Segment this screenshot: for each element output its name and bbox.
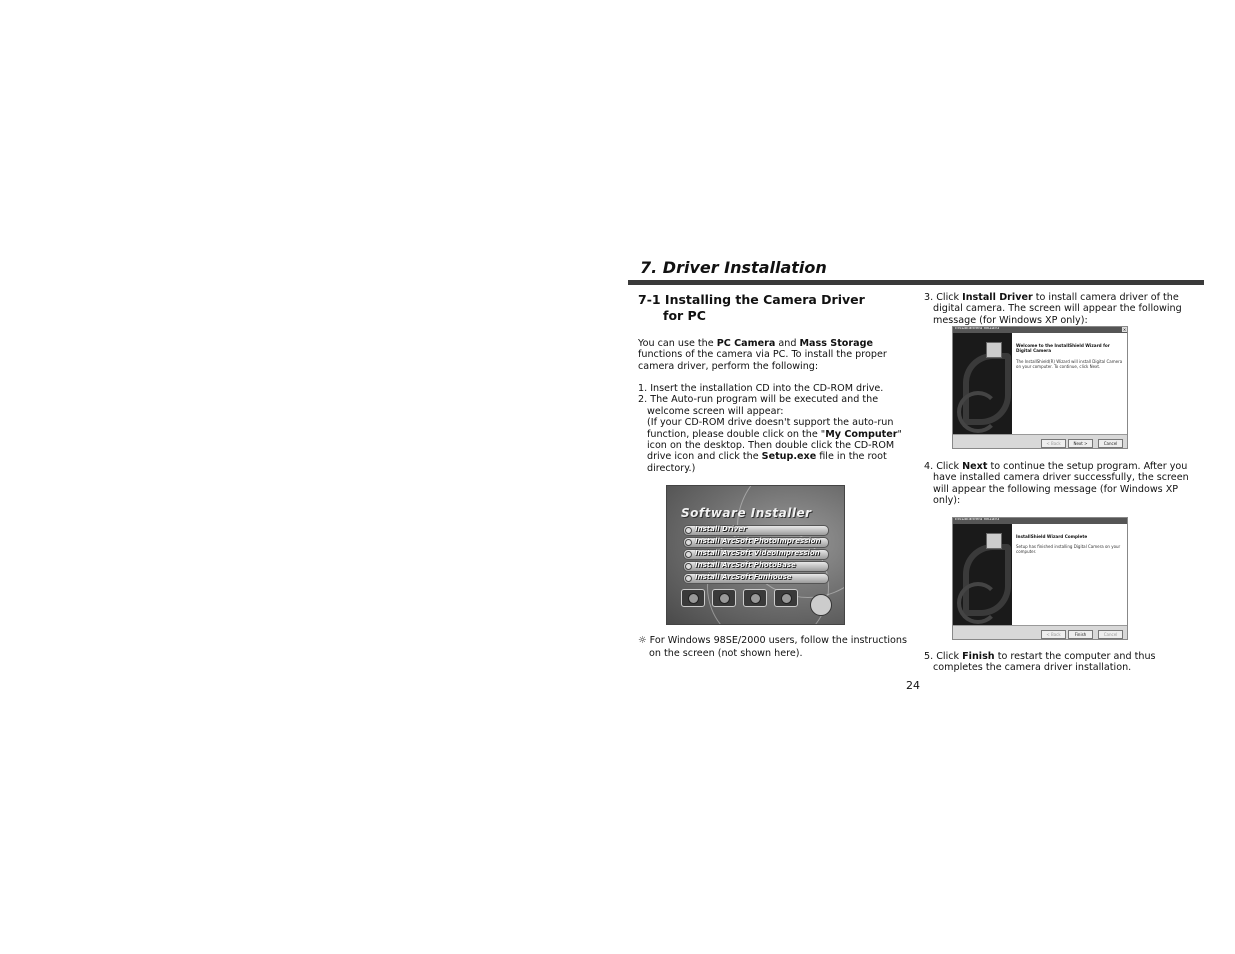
installshield-welcome-screenshot [952, 326, 1128, 449]
wizard-title: InstallShield Wizard [955, 326, 1000, 331]
step-5-text: 5. Click [924, 651, 963, 662]
button-label: Install ArcSoft Funhouse [695, 573, 792, 581]
step-5-text: completes the camera driver installation. [933, 662, 1132, 674]
step-2-text [638, 429, 903, 440]
wizard-content [1012, 524, 1128, 625]
step-3-text: 3. Click [924, 292, 963, 303]
intro-text: camera driver, perform the following: [638, 360, 819, 372]
finish-term: Finish [962, 651, 995, 662]
step-3 [924, 292, 1189, 326]
intro-paragraph [638, 338, 903, 372]
install-photoimpression-button[interactable] [683, 537, 829, 548]
steps-list-left [638, 383, 903, 474]
software-installer-screenshot [666, 485, 845, 625]
wizard-heading: Welcome to the InstallShield Wizard for Digital Camera [1016, 343, 1110, 353]
step-3-text: message (for Windows XP only): [933, 314, 1088, 326]
wizard-body: The InstallShield(R) Wizard will install Digital Camera on your computer. To continue, click Next. [1016, 359, 1123, 369]
installer-box-icon [986, 533, 1002, 549]
wizard-graphic-arc [957, 391, 999, 433]
wizard-side-graphic [953, 524, 1012, 625]
mass-storage-term: Mass Storage [799, 338, 873, 349]
step-4-text: 4. Click [924, 461, 963, 472]
step-3-text: to install camera driver of the [1032, 292, 1179, 303]
section-title-line1: 7-1 Installing the Camera Driver [638, 292, 865, 307]
intro-text: You can use the [638, 338, 717, 349]
bullet-icon [685, 575, 692, 582]
step-4-text: will appear the following message (for Windows XP [933, 483, 1179, 495]
step-2-text [638, 451, 903, 462]
step-2-text: welcome screen will appear: [647, 405, 784, 417]
cancel-button[interactable]: Cancel [1098, 439, 1123, 448]
wizard-content [1012, 333, 1128, 434]
finish-button[interactable]: Finish [1068, 630, 1093, 639]
install-funhouse-button[interactable] [683, 573, 829, 584]
intro-text: functions of the camera via PC. To install the proper [638, 349, 887, 361]
intro-text: and [775, 338, 800, 349]
cancel-button[interactable]: Cancel [1098, 630, 1123, 639]
step-5 [924, 651, 1189, 674]
back-button[interactable]: < Back [1041, 439, 1066, 448]
camera-icon [681, 589, 705, 607]
step-2-text: (If your CD-ROM drive doesn't support the auto-run [647, 417, 894, 429]
step-2-text: function, please double click on the " [647, 428, 826, 440]
page-number: 24 [906, 679, 920, 692]
section-title [638, 292, 898, 324]
pc-camera-term: PC Camera [716, 338, 776, 349]
step-4-text: only): [933, 495, 961, 507]
step-1: 1. Insert the installation CD into the CD-ROM drive. [638, 383, 884, 394]
wizard-side-graphic [953, 333, 1012, 434]
wizard-body: Setup has finished installing Digital Camera on your computer. [1016, 544, 1121, 554]
step-2-text: icon on the desktop. Then double click the CD-ROM [647, 440, 895, 452]
title-rule [628, 280, 1204, 285]
bullet-icon [685, 527, 692, 534]
step-2-text: file in the root [816, 451, 887, 463]
note-text: For Windows 98SE/2000 users, follow the instructions [646, 635, 907, 646]
wizard-footer [953, 625, 1128, 640]
bullet-icon [685, 551, 692, 558]
install-videoimpression-button[interactable] [683, 549, 829, 560]
step-2: 2. The Auto-run program will be executed and the [638, 394, 879, 406]
my-computer-term: My Computer [825, 428, 898, 440]
setup-exe-term: Setup.exe [761, 451, 817, 463]
install-driver-term: Install Driver [962, 292, 1033, 303]
step-5-text: to restart the computer and thus [994, 651, 1156, 662]
windows-98-note [638, 634, 908, 660]
step-2-text: directory.) [647, 462, 696, 474]
step-2-text: " [897, 428, 902, 440]
button-label: Install Driver [695, 525, 747, 533]
camera-icon [743, 589, 767, 607]
back-button[interactable]: < Back [1041, 630, 1066, 639]
installer-box-icon [986, 342, 1002, 358]
bullet-icon [685, 539, 692, 546]
wizard-footer [953, 434, 1128, 449]
button-label: Install ArcSoft PhotoImpression [695, 537, 821, 545]
section-title-line2: for PC [663, 308, 706, 323]
step-2-text: drive icon and click the [647, 451, 762, 463]
step-3-text: digital camera. The screen will appear the following [933, 303, 1182, 315]
next-button[interactable]: Next > [1068, 439, 1093, 448]
button-label: Install ArcSoft VideoImpression [695, 549, 820, 557]
note-symbol-icon: ☼ [638, 635, 647, 646]
installer-title: Software Installer [681, 506, 812, 520]
step-4 [924, 461, 1189, 507]
installshield-complete-screenshot [952, 517, 1128, 640]
close-icon[interactable]: × [1122, 327, 1127, 332]
install-driver-button[interactable] [683, 525, 829, 536]
camera-icon [774, 589, 798, 607]
camera-icon [712, 589, 736, 607]
chapter-title: 7. Driver Installation [640, 258, 827, 277]
wizard-heading: InstallShield Wizard Complete [1016, 534, 1088, 539]
exit-icon[interactable] [810, 594, 832, 616]
wizard-graphic-arc [957, 582, 999, 624]
note-text: on the screen (not shown here). [649, 648, 803, 659]
step-4-text: to continue the setup program. After you [987, 461, 1188, 472]
next-term: Next [962, 461, 988, 472]
wizard-title: InstallShield Wizard [955, 517, 1000, 522]
button-label: Install ArcSoft PhotoBase [695, 561, 796, 569]
bullet-icon [685, 563, 692, 570]
install-photobase-button[interactable] [683, 561, 829, 572]
step-4-text: have installed camera driver successfully, the screen [933, 472, 1189, 484]
